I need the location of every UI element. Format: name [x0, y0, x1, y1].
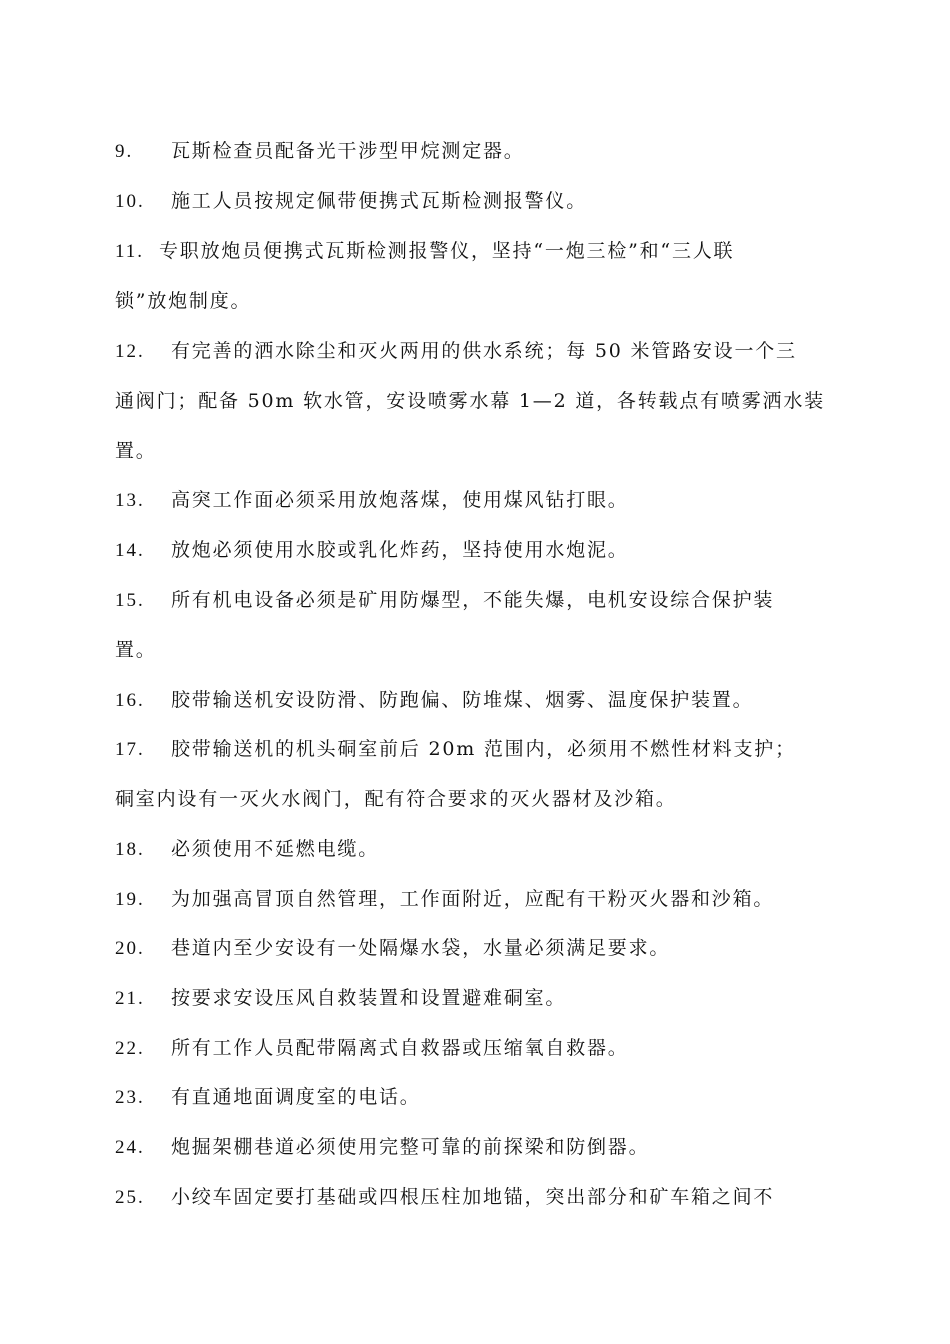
item-number: 11.: [115, 241, 145, 262]
list-item-16: [115, 684, 845, 716]
list-item-18: [115, 833, 845, 865]
item-text: 必须使用不延燃电缆。: [171, 838, 380, 860]
list-item-17-cont: [115, 783, 845, 815]
item-text: 胶带输送机的机头硐室前后 20m 范围内，必须用不燃性材料支护；: [171, 738, 796, 760]
list-item-11: [115, 235, 845, 267]
list-item-21: [115, 982, 845, 1014]
list-item-10: [115, 185, 845, 217]
item-number: 21.: [115, 988, 145, 1009]
list-item-13: [115, 484, 845, 516]
item-number: 19.: [115, 889, 145, 910]
item-text: 所有工作人员配带隔离式自救器或压缩氧自救器。: [171, 1037, 629, 1059]
item-text: 按要求安设压风自救装置和设置避难硐室。: [171, 987, 567, 1009]
item-text: 专职放炮员便携式瓦斯检测报警仪，坚持“一炮三检”和“三人联: [159, 240, 735, 262]
item-text: 炮掘架棚巷道必须使用完整可靠的前探梁和防倒器。: [171, 1136, 650, 1158]
item-text: 有完善的洒水除尘和灭火两用的供水系统；每 50 米管路安设一个三: [171, 340, 797, 362]
list-item-24: [115, 1131, 845, 1163]
list-item-14: [115, 534, 845, 566]
item-text: 小绞车固定要打基础或四根压柱加地锚，突出部分和矿车箱之间不: [171, 1186, 775, 1208]
item-text: 胶带输送机安设防滑、防跑偏、防堆煤、烟雾、温度保护装置。: [171, 689, 754, 711]
item-text: 放炮必须使用水胶或乳化炸药，坚持使用水炮泥。: [171, 539, 629, 561]
item-text-continued: 硐室内设有一灭火水阀门，配有符合要求的灭火器材及沙箱。: [115, 788, 677, 810]
list-item-19: [115, 883, 845, 915]
item-text: 为加强高冒顶自然管理，工作面附近，应配有干粉灭火器和沙箱。: [171, 888, 775, 910]
item-text-continued: 通阀门；配备 50m 软水管，安设喷雾水幕 1—2 道，各转载点有喷雾洒水装: [115, 390, 825, 412]
list-item-17: [115, 733, 845, 765]
item-number: 18.: [115, 839, 145, 860]
item-number: 9.: [115, 141, 134, 162]
item-number: 25.: [115, 1187, 145, 1208]
item-number: 14.: [115, 540, 145, 561]
item-number: 22.: [115, 1038, 145, 1059]
list-item-12-cont-2: [115, 435, 845, 467]
list-item-25: [115, 1181, 845, 1213]
item-number: 15.: [115, 590, 145, 611]
list-item-23: [115, 1081, 845, 1113]
item-number: 12.: [115, 341, 145, 362]
item-text: 有直通地面调度室的电话。: [171, 1086, 421, 1108]
item-text: 巷道内至少安设有一处隔爆水袋，水量必须满足要求。: [171, 937, 671, 959]
list-item-11-cont: [115, 285, 845, 317]
item-number: 17.: [115, 739, 145, 760]
item-text-continued: 锁”放炮制度。: [115, 290, 252, 312]
item-text: 施工人员按规定佩带便携式瓦斯检测报警仪。: [171, 190, 588, 212]
item-number: 23.: [115, 1087, 145, 1108]
list-item-15-cont: [115, 634, 845, 666]
item-text-continued: 置。: [115, 639, 157, 661]
item-number: 13.: [115, 490, 145, 511]
list-item-22: [115, 1032, 845, 1064]
item-text: 高突工作面必须采用放炮落煤，使用煤风钻打眼。: [171, 489, 629, 511]
item-number: 20.: [115, 938, 145, 959]
item-text-continued: 置。: [115, 440, 157, 462]
list-item-12-cont-1: [115, 385, 845, 417]
list-item-20: [115, 932, 845, 964]
item-number: 10.: [115, 191, 145, 212]
item-text: 瓦斯检查员配备光干涉型甲烷测定器。: [171, 140, 525, 162]
item-text: 所有机电设备必须是矿用防爆型，不能失爆，电机安设综合保护装: [171, 589, 775, 611]
item-number: 24.: [115, 1137, 145, 1158]
list-item-9: [115, 135, 845, 167]
list-item-15: [115, 584, 845, 616]
item-number: 16.: [115, 690, 145, 711]
list-item-12: [115, 335, 845, 367]
